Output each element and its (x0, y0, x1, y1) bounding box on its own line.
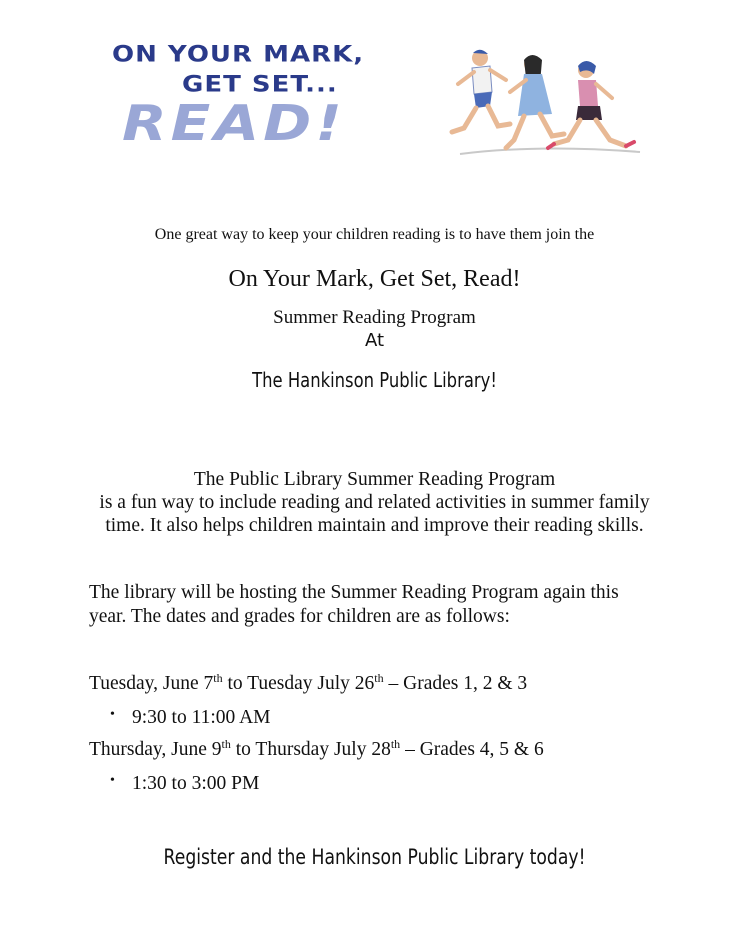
schedule-time-1: 9:30 to 11:00 AM (132, 707, 271, 728)
schedule-row-2 (89, 739, 544, 761)
schedule-end-suffix: th (374, 671, 384, 685)
schedule-end-day: to Thursday July 28 (230, 739, 391, 760)
description-line-1: is a fun way to include reading and related activities in summer family (99, 492, 650, 513)
schedule-grades: – Grades 1, 2 & 3 (383, 673, 528, 694)
description-title: The Public Library Summer Reading Program (193, 469, 556, 490)
schedule-start-day: Tuesday, June 7 (89, 673, 214, 694)
banner-line-1: ON YOUR MARK, (112, 42, 365, 68)
schedule-time-2: 1:30 to 3:00 PM (132, 773, 260, 794)
banner-line-3: READ! (122, 94, 346, 152)
bullet-icon: • (110, 707, 115, 722)
schedule-end-day: to Tuesday July 26 (222, 673, 375, 694)
banner (100, 36, 645, 166)
schedule-start-suffix: th (221, 737, 231, 751)
description-line-2: time. It also helps children maintain and improve their reading skills. (105, 515, 644, 536)
hosting-line-1: The library will be hosting the Summer Reading Program again this (89, 582, 619, 603)
program-subtitle: Summer Reading Program (273, 307, 476, 328)
hosting-line-2: year. The dates and grades for children are as follows: (89, 606, 510, 627)
schedule-start-suffix: th (213, 671, 223, 685)
library-name: The Hankinson Public Library! (252, 368, 497, 392)
banner-line-2: GET SET... (182, 72, 338, 98)
intro-text: One great way to keep your children reading is to have them join the (154, 226, 595, 243)
schedule-grades: – Grades 4, 5 & 6 (400, 739, 544, 760)
schedule-row-1 (89, 673, 527, 695)
bullet-icon: • (110, 773, 115, 788)
schedule-start-day: Thursday, June 9 (89, 739, 222, 760)
running-children-illustration (440, 44, 645, 162)
schedule-end-suffix: th (390, 737, 401, 751)
at-text: At (364, 330, 385, 351)
register-text: Register and the Hankinson Public Library today! (163, 845, 586, 869)
program-title: On Your Mark, Get Set, Read! (228, 266, 521, 292)
